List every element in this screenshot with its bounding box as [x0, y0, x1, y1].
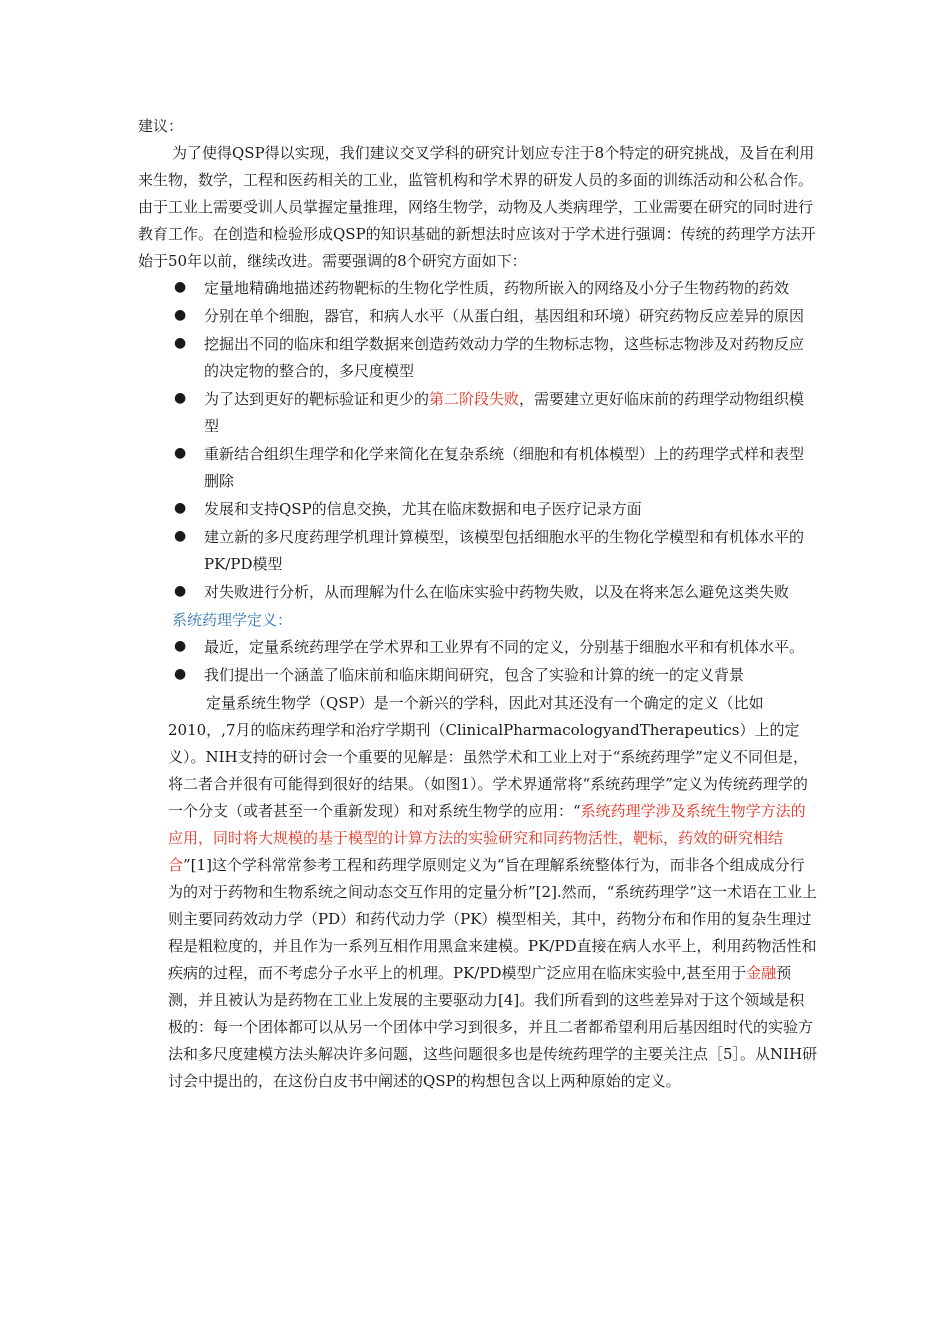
definition-heading: 系统药理学定义： [172, 611, 293, 629]
highlight-text: 第二阶段失败 [429, 390, 520, 408]
list-item: ● 发展和支持QSP的信息交换，尤其在临床数据和电子医疗记录方面 [174, 500, 642, 518]
list-item: ● 定量地精确地描述药物靶标的生物化学性质，药物所嵌入的网络及小分子生物药物的药效 [174, 279, 790, 297]
definition-list [138, 634, 818, 689]
bullet-icon: ● [174, 528, 187, 544]
list-item: ● 分别在单个细胞，器官，和病人水平（从蛋白组，基因组和环境）研究药物反应差异的原因 [174, 307, 805, 325]
section-header: 建议： [138, 117, 184, 135]
bullet-icon: ● [174, 583, 187, 599]
list-item: ● 我们提出一个涵盖了临床前和临床期间研究，包含了实验和计算的统一的定义背景 [174, 666, 745, 684]
bullet-icon: ● [174, 638, 187, 654]
challenge-list [138, 275, 818, 606]
list-item: ● 为了达到更好的靶标验证和更少的第二阶段失败，需要建立更好临床前的药理学动物组织模型 [174, 390, 805, 435]
list-item: ● 对失败进行分析，从而理解为什么在临床实验中药物失败，以及在将来怎么避免这类失败 [174, 583, 790, 601]
definition-body [138, 690, 818, 1095]
list-item: ● 挖掘出不同的临床和组学数据来创造药效动力学的生物标志物，这些标志物涉及对药物反应的决定物的整合的，多尺度模型 [174, 335, 805, 380]
bullet-icon: ● [174, 445, 187, 461]
bullet-icon: ● [174, 335, 187, 351]
list-item: ● 最近，定量系统药理学在学术界和工业界有不同的定义，分别基于细胞水平和有机体水平。 [174, 638, 805, 656]
bullet-icon: ● [174, 390, 187, 406]
list-item: ● 重新结合组织生理学和化学来简化在复杂系统（细胞和有机体模型）上的药理学式样和表型删除 [174, 445, 805, 490]
body-paragraph: 定量系统生物学（QSP）是一个新兴的学科，因此对其还没有一个确定的定义（比如2010，,7月的临床药理学和治疗学期刊（ClinicalPharmacologyandTherapeutics）上的定义）。NIH支持的研讨会一个重要的见解是：虽然学术和工业上对于“系统药理学”定义不同但是，将二者合并很有可能得到很好的结果。（如图1）。学术界通常将“系统药理学”定义为传统药理学的一个分支（或者甚至一个重新发现）和对系统生物学的应用：“系统药理学涉及系统生物学方法的应用，同时将大规模的基于模型的计算方法的实验研究和同药物活性，靶标，药效的研究相结合”[1]这个学科常常参考工程和药理学原则定义为“旨在理解系统整体行为，而非各个组成成分行为的对于药物和生物系统之间动态交互作用的定量分析”[2].然而，“系统药理学”这一术语在工业上则主要同药效动力学（PD）和药代动力学（PK）模型相关，其中，药物分布和作用的复杂生理过程是粗粒度的，并且作为一系列互相作用黑盒来建模。PK/PD直接在病人水平上，利用药物活性和疾病的过程，而不考虑分子水平上的机理。PK/PD模型广泛应用在临床实验中,甚至用于金融预测，并且被认为是药物在工业上发展的主要驱动力[4]。我们所看到的这些差异对于这个领域是积极的：每一个团体都可以从另一个团体中学习到很多，并且二者都希望利用后基因组时代的实验方法和多尺度建模方法头解决许多问题，这些问题很多也是传统药理学的主要关注点［5］。从NIH研讨会中提出的，在这份白皮书中阐述的QSP的构想包含以上两种原始的定义。 [168, 694, 818, 1090]
bullet-icon: ● [174, 666, 187, 682]
quote-highlight: 系统药理学涉及系统生物学方法的应用，同时将大规模的基于模型的计算方法的实验研究和同药物活性，靶标，药效的研究相结合 [168, 802, 806, 874]
list-item: ● 建立新的多尺度药理学机理计算模型，该模型包括细胞水平的生物化学模型和有机体水平的PK/PD模型 [174, 528, 805, 573]
highlight-text: 金融 [746, 964, 777, 982]
bullet-icon: ● [174, 500, 187, 516]
document-content [138, 113, 818, 1095]
bullet-icon: ● [174, 279, 187, 295]
bullet-icon: ● [174, 307, 187, 323]
intro-paragraph: 为了使得QSP得以实现，我们建议交叉学科的研究计划应专注于8个特定的研究挑战，及旨在利用来生物，数学，工程和医药相关的工业，监管机构和学术界的研发人员的多面的训练活动和公私合作。由于工业上需要受训人员掌握定量推理，网络生物学，动物及人类病理学，工业需要在研究的同时进行教育工作。在创造和检验形成QSP的知识基础的新想法时应该对于学术进行强调：传统的药理学方法开始于50年以前，继续改进。需要强调的8个研究方面如下： [138, 144, 816, 270]
